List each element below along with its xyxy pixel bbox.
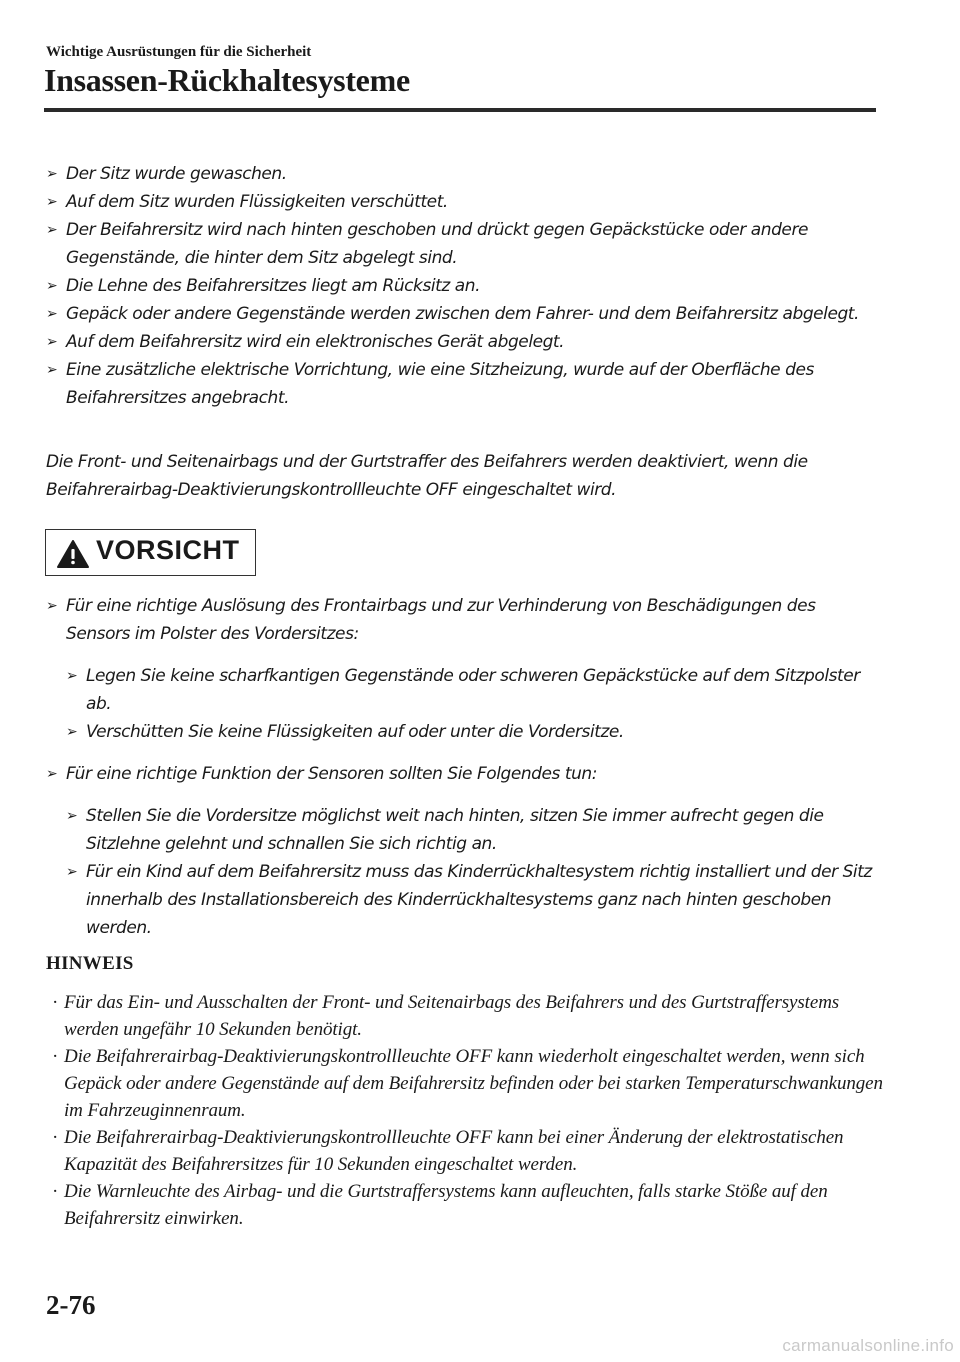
- dot-bullet-icon: ·: [52, 1127, 59, 1148]
- list-item: [46, 1124, 886, 1178]
- arrow-bullet-icon: ➢: [66, 808, 78, 824]
- list-item: [46, 592, 880, 648]
- dot-bullet-icon: ·: [52, 1181, 59, 1202]
- arrow-bullet-icon: ➢: [66, 724, 78, 740]
- watermark: carmanualsonline.info: [782, 1336, 954, 1355]
- arrow-bullet-icon: ➢: [46, 166, 58, 182]
- list-item: [46, 662, 880, 718]
- dot-bullet-icon: ·: [52, 1046, 59, 1067]
- list-item-text: Der Sitz wurde gewaschen.: [66, 164, 287, 184]
- list-item-text: Eine zusätzliche elektrische Vorrichtung, wie eine Sitzheizung, wurde auf der Oberfläche des Beifahrersitzes angebracht.: [66, 360, 814, 408]
- list-item: [46, 858, 880, 942]
- list-item: [46, 1178, 886, 1232]
- list-item: [46, 188, 880, 216]
- list-item: [46, 802, 880, 858]
- title-rule: [44, 108, 876, 112]
- caution-box: [45, 529, 256, 576]
- arrow-bullet-icon: ➢: [46, 278, 58, 294]
- page-title: Insassen-Rückhaltesysteme: [44, 62, 410, 98]
- list-item-text: Der Beifahrersitz wird nach hinten geschoben und drückt gegen Gepäckstücke oder andere Gegenstände, die hinter dem Sitz abgelegt sind.: [66, 220, 808, 268]
- warning-triangle-icon: [56, 539, 90, 569]
- list-item-text: Stellen Sie die Vordersitze möglichst weit nach hinten, sitzen Sie immer aufrecht gegen die Sitzlehne gelehnt und schnallen Sie sich richtig an.: [86, 806, 824, 854]
- caution-list: [46, 592, 880, 942]
- page-number: 2-76: [46, 1290, 96, 1320]
- list-item: [46, 328, 880, 356]
- list-item-text: Für eine richtige Funktion der Sensoren sollten Sie Folgendes tun:: [66, 764, 598, 784]
- caution-label: VORSICHT: [96, 535, 240, 565]
- arrow-bullet-icon: ➢: [46, 222, 58, 238]
- list-item: [46, 1043, 886, 1124]
- arrow-bullet-icon: ➢: [66, 668, 78, 684]
- dot-bullet-icon: ·: [52, 992, 59, 1013]
- deactivation-paragraph: Die Front- und Seitenairbags und der Gurtstraffer des Beifahrers werden deaktiviert, wenn die Beifahrerairbag-Deaktivierungskontrollleuchte OFF eingeschaltet wird.: [46, 452, 808, 500]
- list-item-text: Verschütten Sie keine Flüssigkeiten auf oder unter die Vordersitze.: [86, 722, 624, 742]
- list-item: [46, 718, 880, 746]
- list-item-text: Die Beifahrerairbag-Deaktivierungskontrollleuchte OFF kann wiederholt eingeschaltet werden, wenn sich Gepäck oder andere Gegenstände auf dem Beifahrersitz befinden oder bei starken Temperaturschwankungen im Fahrzeuginnenraum.: [64, 1046, 883, 1121]
- list-item: [46, 760, 880, 788]
- arrow-bullet-icon: ➢: [46, 334, 58, 350]
- list-item-text: Legen Sie keine scharfkantigen Gegenstände oder schweren Gepäckstücke auf dem Sitzpolster ab.: [86, 666, 860, 714]
- note-heading: HINWEIS: [46, 953, 134, 974]
- list-item-text: Für das Ein- und Ausschalten der Front- und Seitenairbags des Beifahrers und des Gurtstraffersystems werden ungefähr 10 Sekunden benötigt.: [64, 992, 840, 1040]
- list-item: [46, 989, 886, 1043]
- arrow-bullet-icon: ➢: [46, 362, 58, 378]
- list-item-text: Für ein Kind auf dem Beifahrersitz muss das Kinderrückhaltesystem richtig installiert und der Sitz innerhalb des Installationsbereich des Kinderrückhaltesystems ganz nach hinten geschoben werden.: [86, 862, 872, 938]
- list-item: [46, 160, 880, 188]
- arrow-bullet-icon: ➢: [46, 766, 58, 782]
- list-item: [46, 356, 880, 412]
- section-label: Wichtige Ausrüstungen für die Sicherheit: [46, 44, 312, 60]
- list-item-text: Auf dem Beifahrersitz wird ein elektronisches Gerät abgelegt.: [66, 332, 565, 352]
- list-item-text: Die Beifahrerairbag-Deaktivierungskontrollleuchte OFF kann bei einer Änderung der elektrostatischen Kapazität des Beifahrersitzes für 10 Sekunden eingeschaltet werden.: [64, 1127, 844, 1175]
- list-item-text: Auf dem Sitz wurden Flüssigkeiten verschüttet.: [66, 192, 448, 212]
- conditions-list: [46, 160, 880, 412]
- arrow-bullet-icon: ➢: [46, 598, 58, 614]
- list-item-text: Die Lehne des Beifahrersitzes liegt am Rücksitz an.: [66, 276, 481, 296]
- list-item: [46, 272, 880, 300]
- list-item-text: Für eine richtige Auslösung des Frontairbags und zur Verhinderung von Beschädigungen des Sensors im Polster des Vordersitzes:: [66, 596, 816, 644]
- list-item: [46, 300, 880, 328]
- arrow-bullet-icon: ➢: [46, 306, 58, 322]
- list-item: [46, 216, 880, 272]
- arrow-bullet-icon: ➢: [66, 864, 78, 880]
- list-item-text: Gepäck oder andere Gegenstände werden zwischen dem Fahrer- und dem Beifahrersitz abgelegt.: [66, 304, 859, 324]
- list-item-text: Die Warnleuchte des Airbag- und die Gurtstraffersystems kann aufleuchten, falls starke Stöße auf den Beifahrersitz einwirken.: [64, 1181, 828, 1229]
- notes-list: [46, 989, 886, 1232]
- arrow-bullet-icon: ➢: [46, 194, 58, 210]
